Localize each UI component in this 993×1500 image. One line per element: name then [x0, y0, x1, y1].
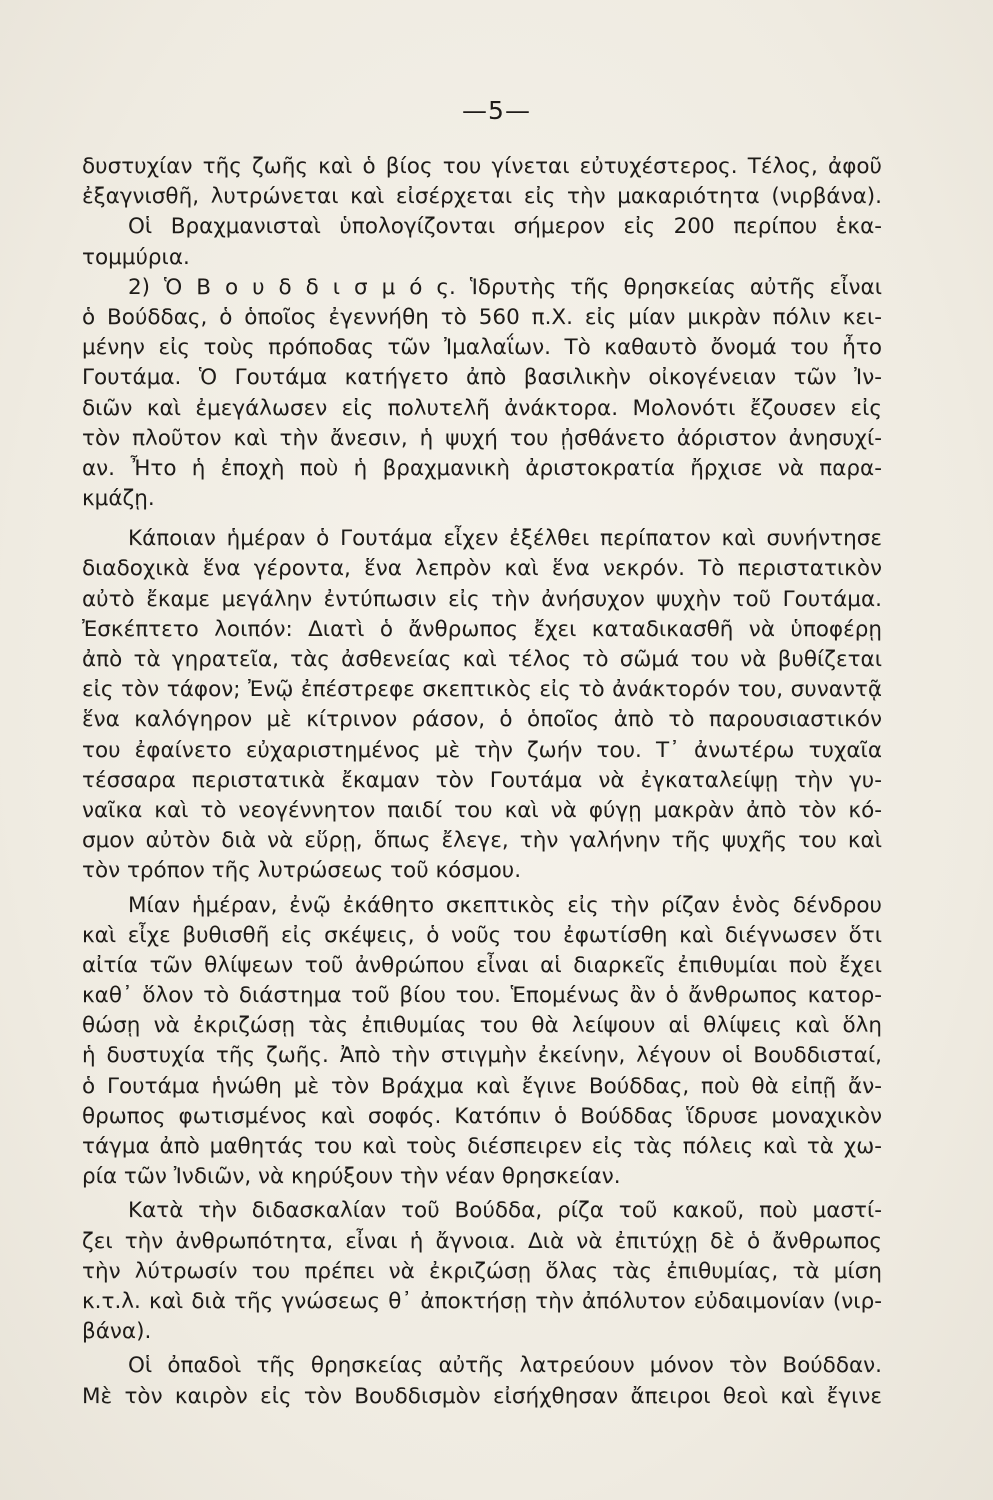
text-line: τὴν λύτρωσίν του πρέπει νὰ ἐκριζώσῃ ὅλας τὰς ἐπιθυμίας, τὰ μίση	[82, 1258, 882, 1284]
text-line: τὸν τρόπον τῆς λυτρώσεως τοῦ κόσμου.	[82, 858, 522, 884]
text-line: τὸν πλοῦτον καὶ τὴν ἄνεσιν, ἡ ψυχή του ᾐσθάνετο ἀόριστον ἀνησυχί-	[82, 425, 882, 451]
text-line: ζει τὴν ἀνθρωπότητα, εἶναι ἡ ἄγνοια. Διὰ νὰ ἐπιτύχῃ δὲ ὁ ἄνθρωπος	[82, 1228, 882, 1254]
text-line: Μίαν ἡμέραν, ἐνῷ ἐκάθητο σκεπτικὸς εἰς τὴν ρίζαν ἑνὸς δένδρου	[128, 892, 882, 918]
text-line: θώσῃ νὰ ἐκριζώσῃ τὰς ἐπιθυμίας του θὰ λείψουν αἱ θλίψεις καὶ ὅλη	[82, 1013, 882, 1039]
text-line: καθ᾽ ὅλον τὸ διάστημα τοῦ βίου του. Ἑπομένως ἂν ὁ ἄνθρωπος κατορ-	[82, 983, 882, 1009]
text-line: ρία τῶν Ἰνδιῶν, νὰ κηρύξουν τὴν νέαν θρησκείαν.	[82, 1164, 621, 1190]
text-line: Κατὰ τὴν διδασκαλίαν τοῦ Βούδδα, ρίζα τοῦ κακοῦ, ποὺ μαστί-	[128, 1198, 882, 1224]
text-line: διαδοχικὰ ἕνα γέροντα, ἕνα λεπρὸν καὶ ἕνα νεκρόν. Τὸ περιστατικὸν	[82, 556, 882, 582]
text-line: ναῖκα καὶ τὸ νεογέννητον παιδί του καὶ νὰ φύγῃ μακρὰν ἀπὸ τὸν κό-	[82, 797, 882, 823]
page-number: —5—	[462, 96, 531, 125]
text-line: Μὲ τὸν καιρὸν εἰς τὸν Βουδδισμὸν εἰσήχθησαν ἄπειροι θεοὶ καὶ ἔγινε	[82, 1383, 882, 1409]
text-line: μένην εἰς τοὺς πρόποδας τῶν Ἰμαλαΐων. Τὸ καθαυτὸ ὄνομά του ἦτο	[82, 335, 882, 361]
text-line: ἕνα καλόγηρον μὲ κίτρινον ράσον, ὁ ὁποῖος ἀπὸ τὸ παρουσιαστικόν	[82, 707, 882, 733]
body-text	[82, 152, 882, 1412]
text-line: 2) Ὁ Β ο υ δ δ ι σ μ ό ς. Ἱδρυτὴς τῆς θρησκείας αὐτῆς εἶναι	[128, 274, 882, 300]
text-line: αὐτὸ ἔκαμε μεγάλην ἐντύπωσιν εἰς τὴν ἀνήσυχον ψυχὴν τοῦ Γουτάμα.	[82, 586, 882, 612]
text-line: κ.τ.λ. καὶ διὰ τῆς γνώσεως θ᾽ ἀποκτήσῃ τὴν ἀπόλυτον εὐδαιμονίαν (νιρ-	[82, 1288, 882, 1314]
text-line: τομμύρια.	[82, 244, 190, 270]
text-line: ἀπὸ τὰ γηρατεῖα, τὰς ἀσθενείας καὶ τέλος τὸ σῶμά του νὰ βυθίζεται	[82, 647, 882, 672]
text-line: ἐξαγνισθῆ, λυτρώνεται καὶ εἰσέρχεται εἰς τὴν μακαριότητα (νιρβάνα).	[82, 184, 882, 210]
text-line: Οἱ Βραχμανισταὶ ὑπολογίζονται σήμερον εἰς 200 περίπου ἑκα-	[128, 214, 882, 240]
text-line: τάγμα ἀπὸ μαθητάς του καὶ τοὺς διέσπειρεν εἰς τὰς πόλεις καὶ τὰ χω-	[82, 1134, 882, 1159]
text-line: διῶν καὶ ἐμεγάλωσεν εἰς πολυτελῆ ἀνάκτορα. Μολονότι ἔζουσεν εἰς	[82, 395, 882, 421]
text-line: βάνα).	[82, 1319, 152, 1345]
text-line: του ἐφαίνετο εὐχαριστημένος μὲ τὴν ζωήν του. Τ᾽ ἀνωτέρω τυχαῖα	[82, 737, 882, 763]
text-line: ἡ δυστυχία τῆς ζωῆς. Ἀπὸ τὴν στιγμὴν ἐκείνην, λέγουν οἱ Βουδδισταί,	[82, 1043, 882, 1069]
text-line: Κάποιαν ἡμέραν ὁ Γουτάμα εἶχεν ἐξέλθει περίπατον καὶ συνήντησε	[128, 526, 882, 552]
text-line: καὶ εἶχε βυθισθῆ εἰς σκέψεις, ὁ νοῦς του ἐφωτίσθη καὶ διέγνωσεν ὅτι	[82, 922, 882, 948]
text-line: ὁ Γουτάμα ἡνώθη μὲ τὸν Βράχμα καὶ ἔγινε Βούδδας, ποὺ θὰ εἰπῇ ἄν-	[82, 1073, 882, 1099]
text-line: ὁ Βούδδας, ὁ ὁποῖος ἐγεννήθη τὸ 560 π.Χ. εἰς μίαν μικρὰν πόλιν κει-	[82, 304, 882, 330]
text-line: δυστυχίαν τῆς ζωῆς καὶ ὁ βίος του γίνεται εὐτυχέστερος. Τέλος, ἀφοῦ	[82, 154, 882, 179]
text-line: τέσσαρα περιστατικὰ ἔκαμαν τὸν Γουτάμα νὰ ἐγκαταλείψῃ τὴν γυ-	[82, 767, 882, 793]
text-line: αἰτία τῶν θλίψεων τοῦ ἀνθρώπου εἶναι αἱ διαρκεῖς ἐπιθυμίαι ποὺ ἔχει	[82, 952, 882, 978]
text-line: Γουτάμα. Ὁ Γουτάμα κατήγετο ἀπὸ βασιλικὴν οἰκογένειαν τῶν Ἰν-	[82, 365, 882, 391]
text-line: εἰς τὸν τάφον; Ἐνῷ ἐπέστρεφε σκεπτικὸς εἰς τὸ ἀνάκτορόν του, συναντᾷ	[82, 677, 882, 703]
text-line: σμον αὐτὸν διὰ νὰ εὕρῃ, ὅπως ἔλεγε, τὴν γαλήνην τῆς ψυχῆς του καὶ	[82, 828, 882, 854]
text-line: Οἱ ὀπαδοὶ τῆς θρησκείας αὐτῆς λατρεύουν μόνον τὸν Βούδδαν.	[128, 1353, 882, 1379]
text-line: Ἐσκέπτετο λοιπόν: Διατὶ ὁ ἄνθρωπος ἔχει καταδικασθῆ νὰ ὑποφέρῃ	[82, 616, 882, 642]
text-line: θρωπος φωτισμένος καὶ σοφός. Κατόπιν ὁ Βούδδας ἵδρυσε μοναχικὸν	[82, 1103, 882, 1129]
text-line: αν. Ἦτο ἡ ἐποχὴ ποὺ ἡ βραχμανικὴ ἀριστοκρατία ἤρχισε νὰ παρα-	[82, 455, 882, 481]
text-line: κμάζῃ.	[82, 486, 155, 512]
